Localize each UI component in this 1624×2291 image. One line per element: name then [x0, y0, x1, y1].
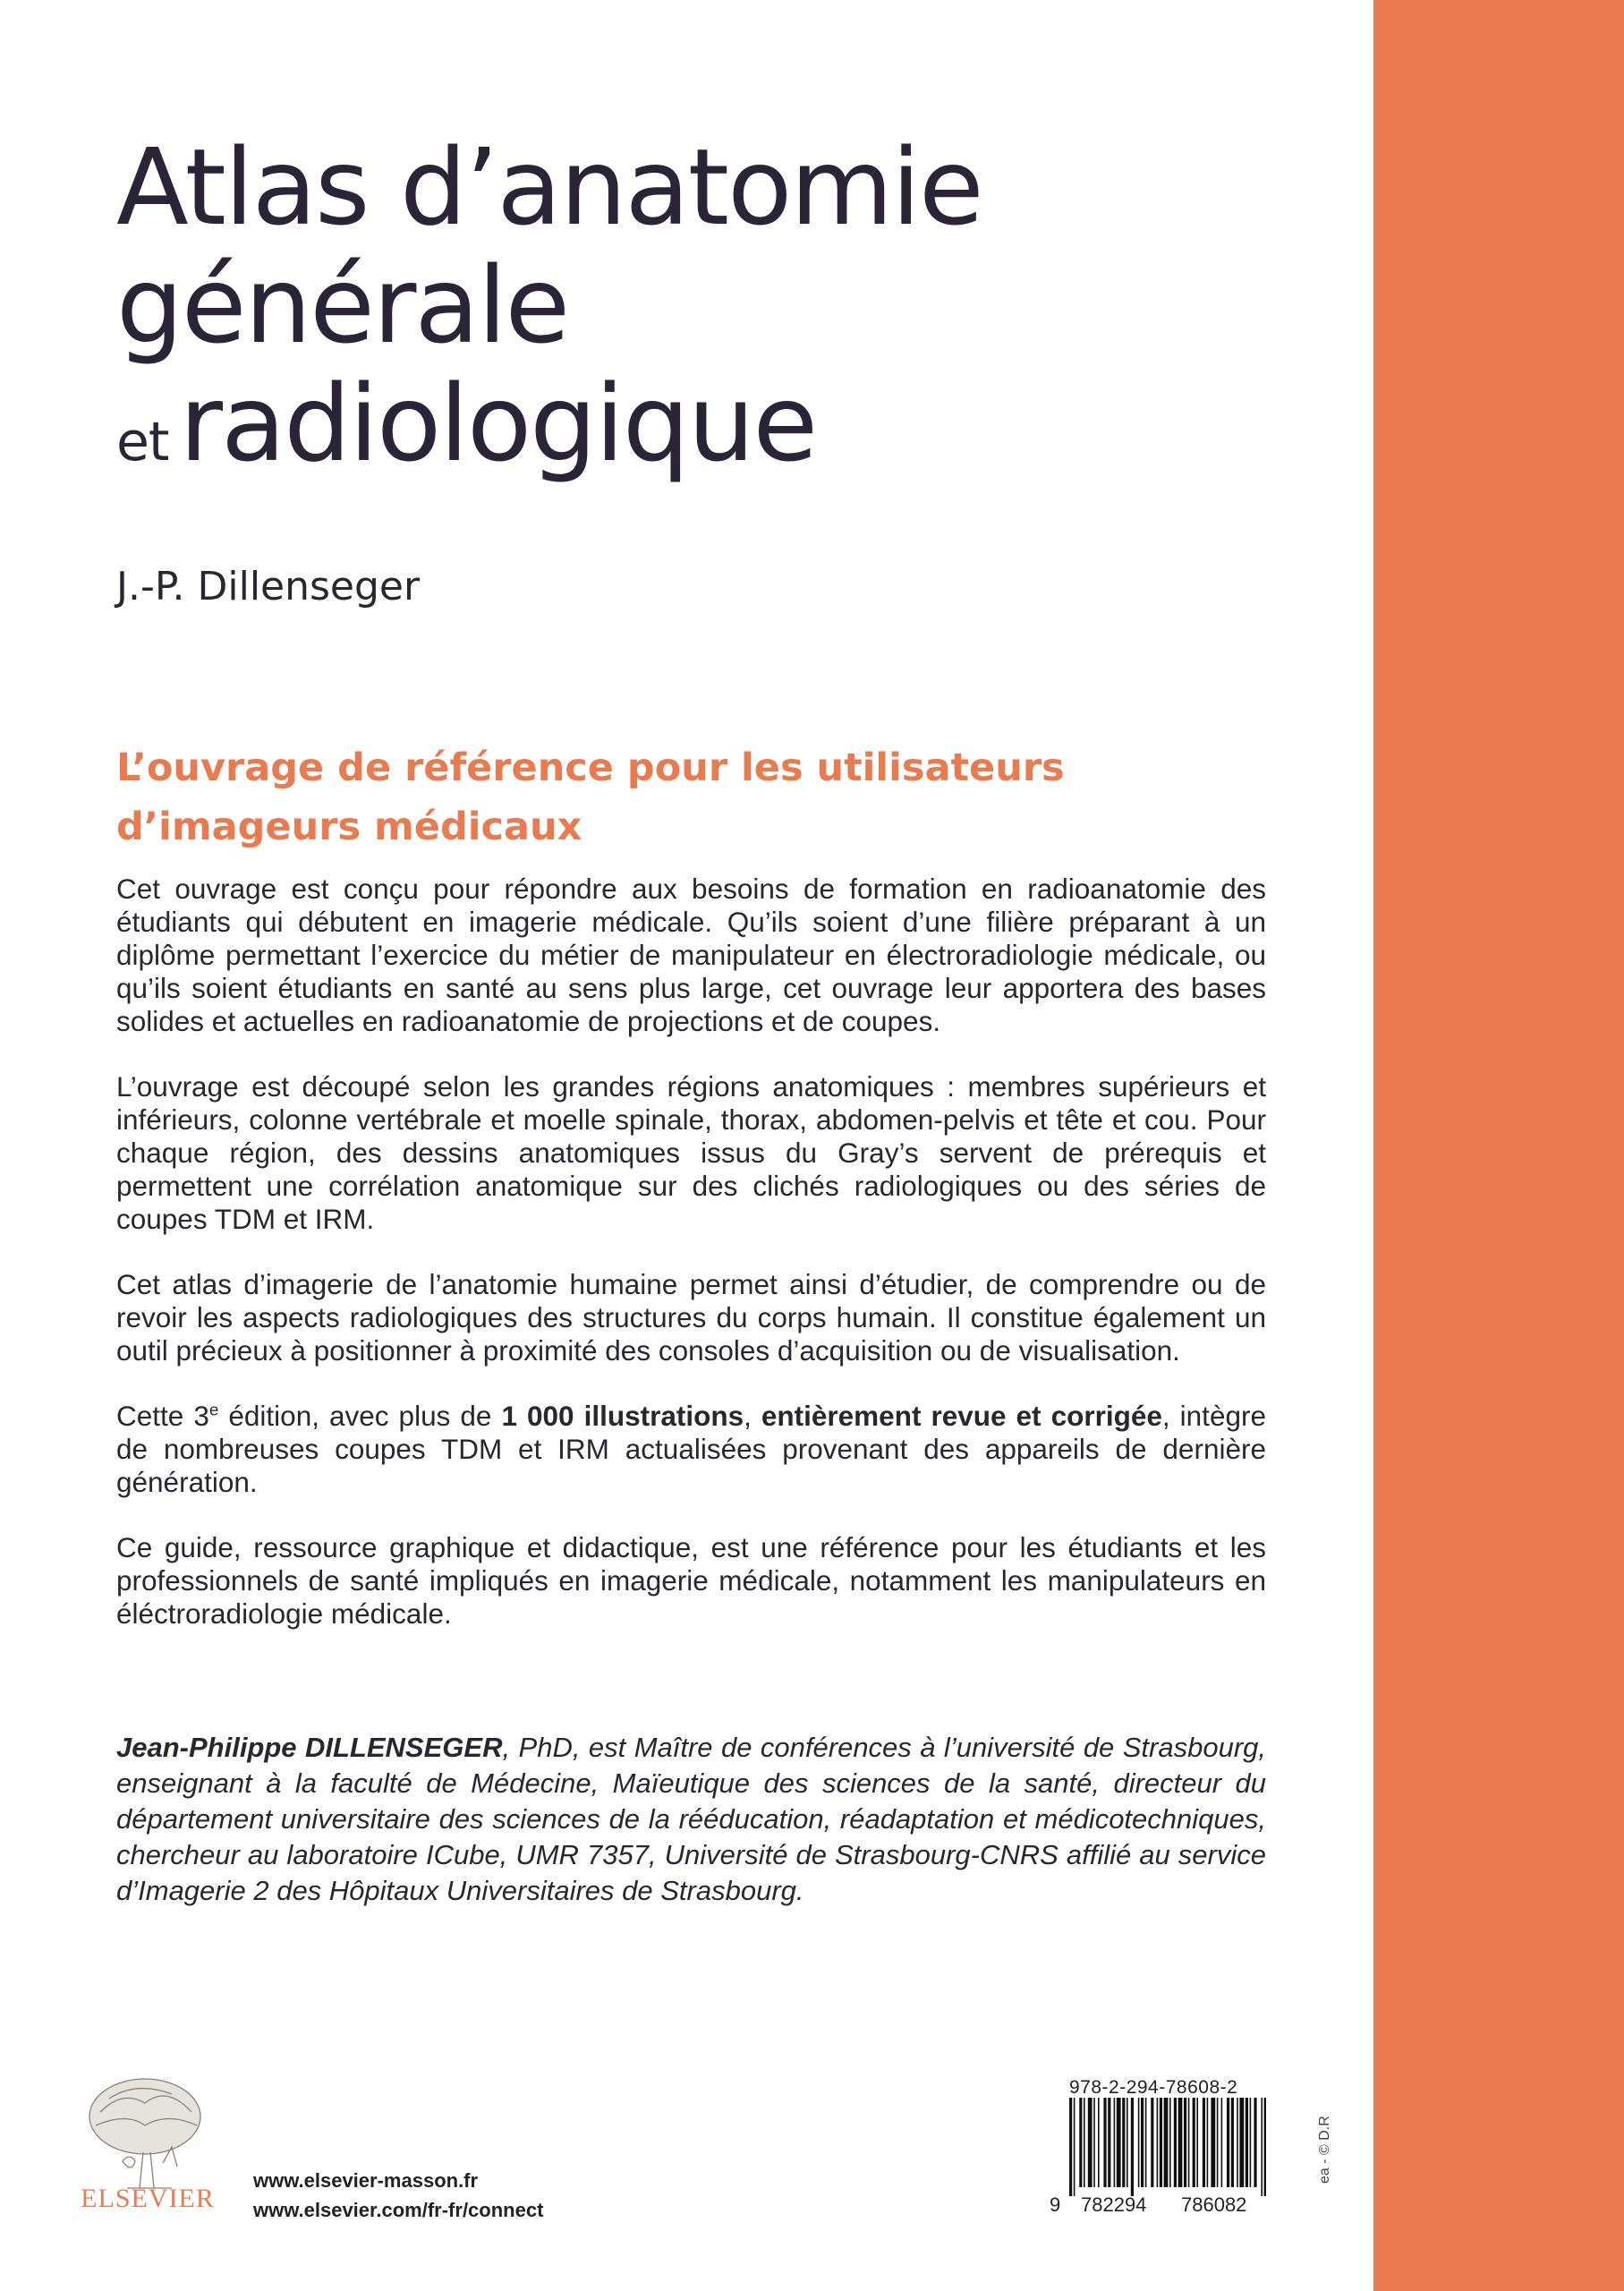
barcode-bar	[1141, 2098, 1144, 2187]
orange-side-band	[1373, 0, 1624, 2291]
headline-line-1: L’ouvrage de référence pour les utilisateurs	[116, 745, 1065, 790]
bio-text: , PhD, est Maître de conférences à l’université de Strasbourg, enseignant à la faculté de Médecine, Maïeutique des sciences de la santé, directeur du département universitaire des sciences de la rééducation, réadaptation et médicotechniques, chercheur au laboratoire ICube, UMR 7357, Université de Strasbourg-CNRS affilié au service d’Imagerie 2 des Hôpitaux Universitaires de Strasbourg.	[116, 1732, 1267, 1906]
barcode-bar	[1169, 2098, 1171, 2187]
barcode-bar	[1122, 2098, 1125, 2187]
barcode-bar	[1074, 2098, 1076, 2196]
barcode-bar	[1103, 2098, 1106, 2187]
author-bio	[116, 1730, 1266, 1909]
barcode-bar	[1151, 2098, 1153, 2187]
elsevier-wordmark: ELSEVIER	[81, 2184, 215, 2213]
title-et: et	[116, 411, 169, 473]
barcode-bar	[1217, 2098, 1219, 2187]
url-elsevier-connect[interactable]: www.elsevier.com/fr-fr/connect	[253, 2199, 544, 2221]
p4-bold-illustrations: 1 000 illustrations	[501, 1400, 744, 1432]
barcode-bar	[1250, 2098, 1252, 2187]
publisher-urls	[253, 2166, 543, 2225]
headline-line-2: d’imageurs médicaux	[116, 805, 582, 849]
barcode-bar	[1231, 2098, 1234, 2187]
barcode-bar	[1261, 2098, 1263, 2196]
title-line-3	[116, 362, 1280, 489]
headline	[116, 738, 1280, 856]
p4-text-c: ,	[744, 1400, 761, 1432]
p4-bold-revised: entièrement revue et corrigée	[761, 1400, 1162, 1432]
description-body	[116, 873, 1266, 1663]
barcode-bar	[1145, 2098, 1147, 2187]
ean-group-2: 786082	[1181, 2193, 1247, 2216]
barcode-bar	[1264, 2098, 1266, 2196]
barcode-bar	[1239, 2098, 1244, 2187]
title-line-2: générale	[116, 243, 569, 367]
barcode-bar	[1221, 2098, 1223, 2187]
bio-name: Jean-Philippe DILLENSEGER	[116, 1732, 503, 1763]
barcode-bar	[1131, 2098, 1134, 2196]
barcode-bar	[1108, 2098, 1110, 2187]
photo-credit: ea - © D.R	[1317, 2116, 1332, 2184]
barcode-bar	[1088, 2098, 1093, 2187]
barcode-bar	[1069, 2098, 1072, 2196]
author-name: J.-P. Dillenseger	[116, 564, 421, 609]
barcode-bar	[1098, 2098, 1100, 2187]
barcode-bar	[1127, 2098, 1128, 2187]
barcode-bar	[1184, 2098, 1186, 2187]
barcode-bar	[1207, 2098, 1209, 2187]
barcode-bar	[1157, 2098, 1159, 2187]
paragraph-3: Cet atlas d’imagerie de l’anatomie humaine permet ainsi d’étudier, de comprendre ou de revoir les aspects radiologiques des structures du corps humain. Il constitue également un outil précieux à positionner à proximité des consoles d’acquisition ou de visualisation.	[116, 1268, 1266, 1367]
barcode-bar	[1227, 2098, 1229, 2187]
barcode-bar	[1093, 2098, 1095, 2187]
ean-first-digit: 9	[1050, 2193, 1061, 2216]
ean-group-1: 782294	[1081, 2193, 1147, 2216]
barcode-bar	[1196, 2098, 1198, 2187]
barcode-bar	[1188, 2098, 1190, 2187]
barcode-bar	[1079, 2098, 1082, 2187]
p4-superscript: e	[208, 1401, 219, 1420]
paragraph-2: L’ouvrage est découpé selon les grandes régions anatomiques : membres supérieurs et inférieurs, colonne vertébrale et moelle spinale, thorax, abdomen-pelvis et tête et cou. Pour chaque région, des dessins anatomiques issus du Gray’s servent de prérequis et permettent une corrélation anatomique sur des clichés radiologiques ou des séries de coupes TDM et IRM.	[116, 1070, 1266, 1235]
url-elsevier-masson[interactable]: www.elsevier-masson.fr	[253, 2169, 479, 2192]
paragraph-1: Cet ouvrage est conçu pour répondre aux besoins de formation en radioanatomie des étudiants qui débutent en imagerie médicale. Qu’ils soient d’une filière préparant à un diplôme permettant l’exercice du métier de manipulateur en électroradiologie médicale, ou qu’ils soient étudiants en santé au sens plus large, cet ouvrage leur apportera des bases solides et actuelles en radioanatomie de projections et de coupes.	[116, 873, 1266, 1037]
barcode-bar	[1193, 2098, 1195, 2187]
barcode-bar	[1254, 2098, 1256, 2187]
isbn-number: 978-2-294-78608-2	[1069, 2077, 1238, 2098]
barcode-bar	[1164, 2098, 1169, 2187]
p4-text-b: édition, avec plus de	[218, 1400, 502, 1432]
p4-text-a: Cette 3	[116, 1400, 209, 1432]
barcode-bar	[1246, 2098, 1248, 2187]
barcode-bar	[1138, 2098, 1140, 2187]
paragraph-4	[116, 1400, 1266, 1499]
barcode-bar	[1174, 2098, 1177, 2187]
barcode-bar	[1084, 2098, 1085, 2187]
p4-text-d: , intègre de nombreuses coupes TDM et IRM actualisées provenant des appareils de dernière génération.	[116, 1400, 1266, 1498]
paragraph-5: Ce guide, ressource graphique et didactique, est une référence pour les étudiants et les professionnels de santé impliqués en imagerie médicale, notamment les manipulateurs en éléctroradiologie médicale.	[116, 1531, 1266, 1630]
barcode-bar	[1117, 2098, 1121, 2187]
book-title	[116, 125, 1280, 489]
barcode	[1069, 2098, 1266, 2196]
barcode-bar	[1211, 2098, 1215, 2187]
barcode-bar	[1178, 2098, 1183, 2187]
barcode-bar	[1237, 2098, 1238, 2187]
barcode-bar	[1203, 2098, 1205, 2187]
barcode-bar	[1160, 2098, 1162, 2187]
title-line-1: Atlas d’anatomie	[116, 125, 982, 249]
barcode-bar	[1114, 2098, 1116, 2187]
title-line-3-word: radiologique	[179, 362, 817, 485]
